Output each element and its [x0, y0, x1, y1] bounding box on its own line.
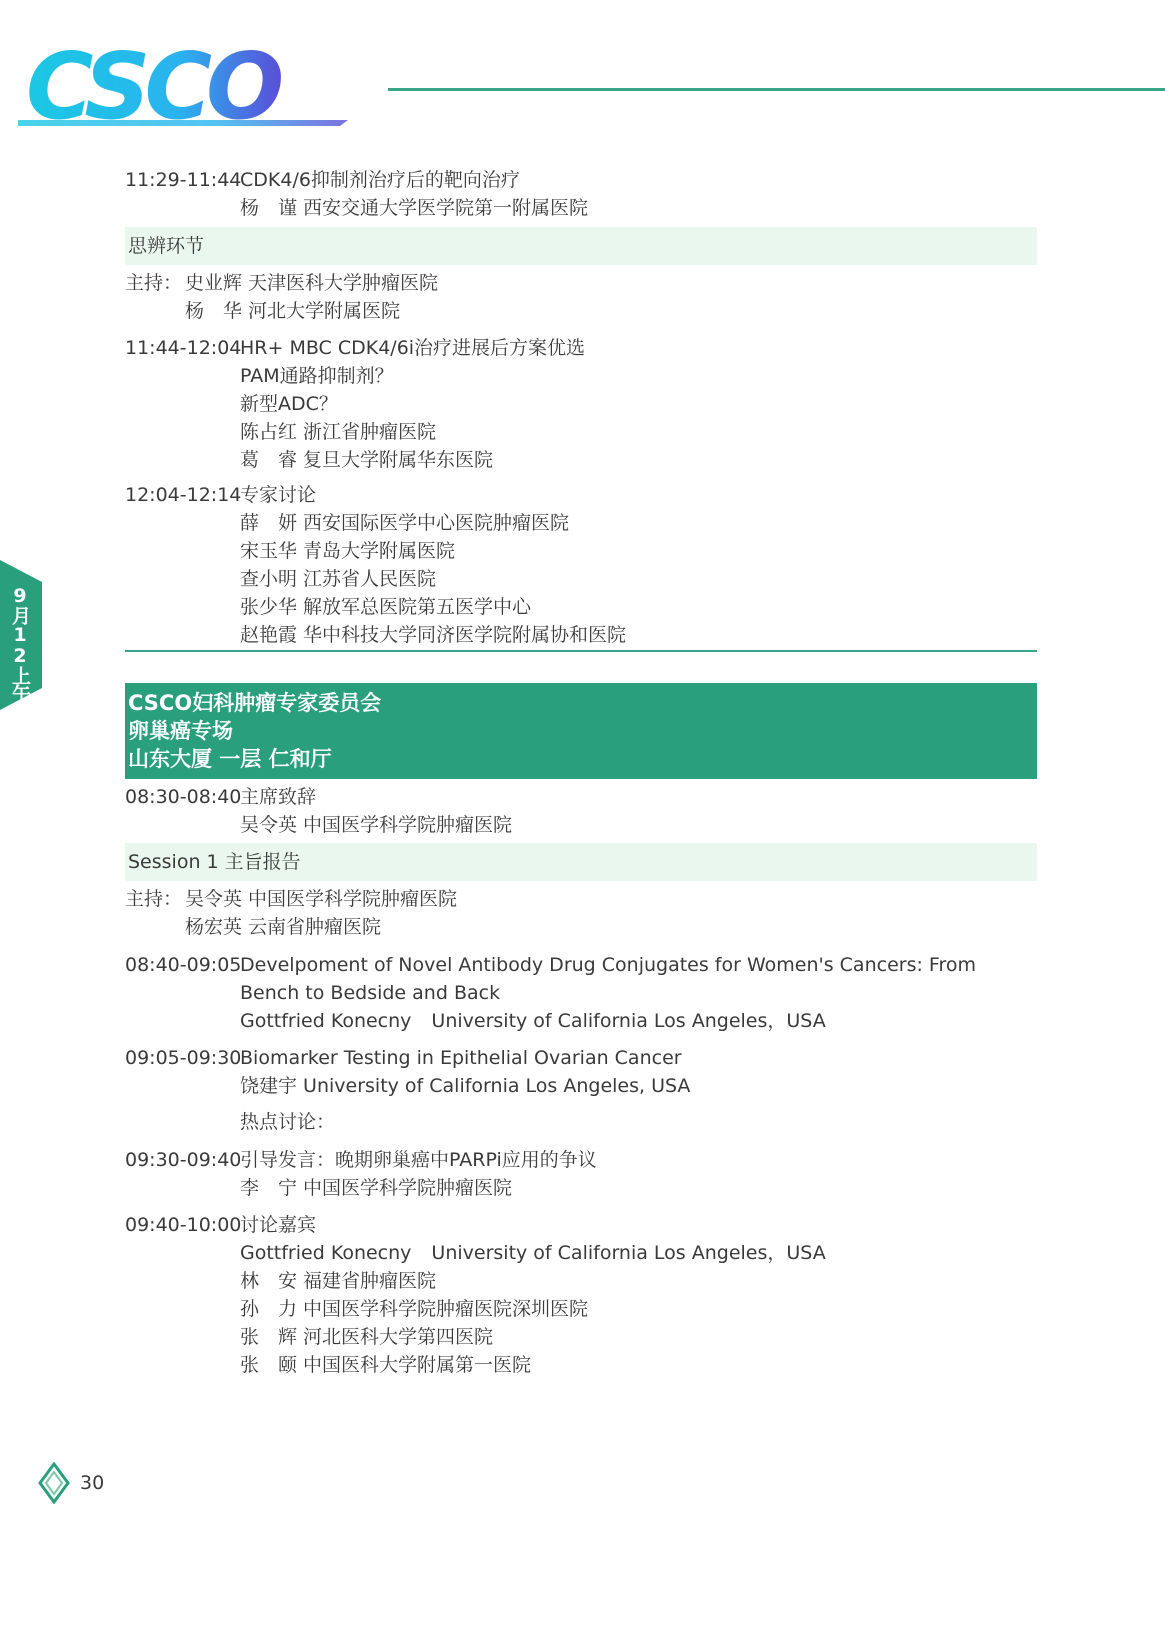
talk-title: 专家讨论 [240, 484, 317, 506]
session-name: 卵巢癌专场 [128, 719, 233, 743]
speaker-name: Gottfried Konecny [240, 1010, 412, 1032]
session-band: Session 1 主旨报告 [125, 843, 1037, 881]
talk-subtopic: 新型ADC？ [240, 393, 338, 415]
time-slot: 08:40-09:05 [125, 954, 242, 976]
moderator: 杨 华 河北大学附属医院 [185, 300, 401, 322]
panelist: 张少华 解放军总医院第五医学中心 [240, 596, 532, 618]
time-slot: 09:40-10:00 [125, 1214, 242, 1236]
diamond-logo-icon [38, 1462, 70, 1504]
csco-logo-graphic [18, 40, 348, 130]
section-divider [125, 650, 1037, 652]
page-footer [38, 1462, 105, 1506]
speaker: 李 宁 中国医学科学院肿瘤医院 [240, 1177, 513, 1199]
time-slot: 09:05-09:30 [125, 1047, 242, 1069]
talk-title: Biomarker Testing in Epithelial Ovarian Cancer [240, 1047, 682, 1069]
panelist: 薛 妍 西安国际医学中心医院肿瘤医院 [240, 512, 570, 534]
panelist: 林 安 福建省肿瘤医院 [240, 1270, 437, 1292]
date-side-tab-text: 9月12上午 [9, 585, 31, 702]
committee-name: CSCO妇科肿瘤专家委员会 [128, 691, 382, 715]
speaker: 杨 谨 西安交通大学医学院第一附属医院 [240, 197, 589, 219]
moderator: 杨宏英 云南省肿瘤医院 [185, 916, 382, 938]
speaker-affiliation: University of California Los Angeles，USA [431, 1010, 826, 1032]
talk-title: 讨论嘉宾 [240, 1214, 317, 1236]
speaker: 饶建宇 University of California Los Angeles, USA [240, 1075, 691, 1097]
speaker: 陈占红 浙江省肿瘤医院 [240, 421, 437, 443]
panelist [240, 1239, 826, 1267]
speaker: 吴令英 中国医学科学院肿瘤医院 [240, 814, 513, 836]
talk-title: HR+ MBC CDK4/6i治疗进展后方案优选 [240, 337, 586, 359]
header-rule [388, 88, 1165, 91]
speaker-name: Gottfried Konecny [240, 1242, 412, 1264]
talk-title: CDK4/6抑制剂治疗后的靶向治疗 [240, 169, 520, 191]
panelist: 查小明 江苏省人民医院 [240, 568, 437, 590]
logo-text: CSCO [26, 40, 279, 130]
hot-topic-label: 热点讨论： [240, 1111, 336, 1133]
csco-logo [18, 40, 348, 130]
time-slot: 11:44-12:04 [125, 337, 242, 359]
time-slot: 08:30-08:40 [125, 786, 242, 808]
talk-title: Develpoment of Novel Antibody Drug Conjugates for Women's Cancers: From Bench to Bedside and Back [240, 954, 976, 1004]
date-side-tab [0, 560, 46, 712]
speaker [240, 1007, 1030, 1035]
section-header [125, 683, 1037, 779]
page-number: 30 [80, 1472, 105, 1494]
session-band: 思辨环节 [125, 227, 1037, 265]
moderator-label: 主持： [125, 888, 183, 910]
moderator: 史业辉 天津医科大学肿瘤医院 [185, 272, 439, 294]
talk-subtopic: PAM通路抑制剂？ [240, 365, 394, 387]
speaker: 葛 睿 复旦大学附属华东医院 [240, 449, 494, 471]
time-slot: 11:29-11:44 [125, 169, 242, 191]
panelist: 孙 力 中国医学科学院肿瘤医院深圳医院 [240, 1298, 589, 1320]
panelist: 赵艳霞 华中科技大学同济医学院附属协和医院 [240, 624, 627, 646]
venue: 山东大厦 一层 仁和厅 [128, 747, 332, 771]
moderator-label: 主持： [125, 272, 183, 294]
moderator: 吴令英 中国医学科学院肿瘤医院 [185, 888, 458, 910]
talk-title: 主席致辞 [240, 786, 317, 808]
talk-title: 引导发言：晚期卵巢癌中PARPi应用的争议 [240, 1149, 597, 1171]
time-slot: 12:04-12:14 [125, 484, 242, 506]
panelist: 张 辉 河北医科大学第四医院 [240, 1326, 494, 1348]
time-slot: 09:30-09:40 [125, 1149, 242, 1171]
speaker-affiliation: University of California Los Angeles，USA [431, 1242, 826, 1264]
panelist: 宋玉华 青岛大学附属医院 [240, 540, 456, 562]
panelist: 张 颐 中国医科大学附属第一医院 [240, 1354, 532, 1376]
